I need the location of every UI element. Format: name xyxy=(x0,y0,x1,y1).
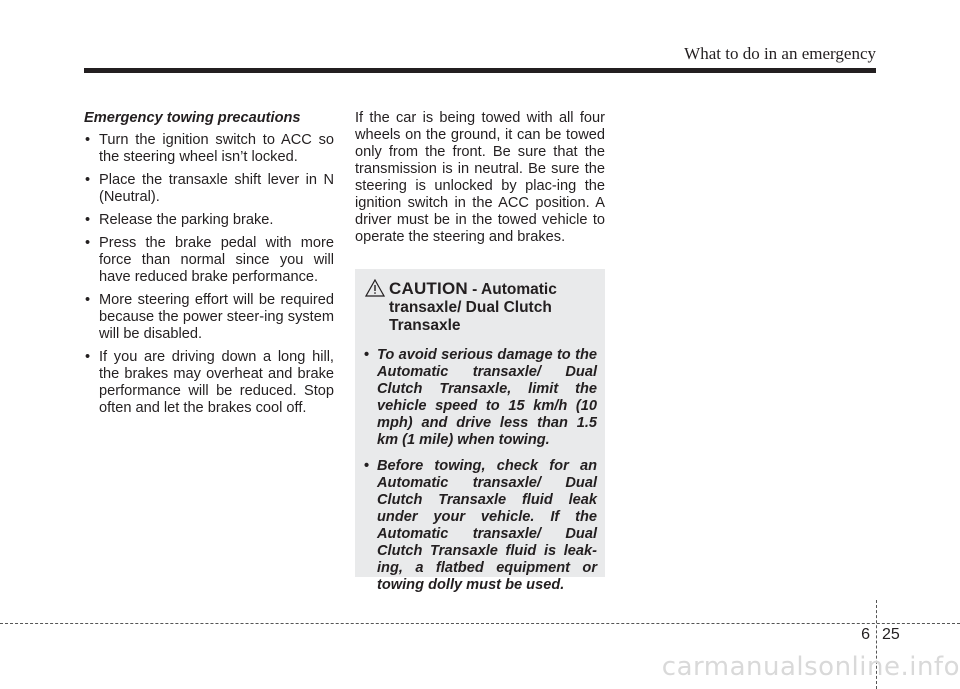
caution-subtitle: - Automatic transaxle/ Dual Clutch Transaxle xyxy=(389,281,557,334)
towing-precautions-list xyxy=(84,132,334,417)
page-number: 25 xyxy=(882,626,900,643)
caution-box xyxy=(355,269,605,593)
list-item: • Release the parking brake. xyxy=(84,212,334,229)
list-item: • To avoid serious damage to the Automatic transaxle/ Dual Clutch Transaxle, limit the vehicle speed to 15 km/h (10 mph) and drive less than 1.5 km (1 mile) when towing. xyxy=(363,347,597,449)
caution-header xyxy=(363,279,597,335)
warning-triangle-icon xyxy=(365,279,385,297)
list-item: • Place the transaxle shift lever in N (Neutral). xyxy=(84,172,334,206)
left-column xyxy=(84,110,334,423)
caution-list xyxy=(363,347,597,594)
list-item: • More steering effort will be required because the power steer-ing system will be disabled. xyxy=(84,292,334,343)
footer-rule xyxy=(0,623,960,624)
section-heading: Emergency towing precautions xyxy=(84,110,301,126)
list-item: • Press the brake pedal with more force than normal since you will have reduced brake performance. xyxy=(84,235,334,286)
towing-paragraph: If the car is being towed with all four wheels on the ground, it can be towed only from the front. Be sure that the transmission is in neutral. Be sure the steering is unlocked by plac-ing the ignition switch in the ACC position. A driver must be in the towed vehicle to operate the steering and brakes. xyxy=(355,110,605,245)
list-item: • Turn the ignition switch to ACC so the steering wheel isn’t locked. xyxy=(84,132,334,166)
header-rule xyxy=(84,68,876,73)
page-header-title: What to do in an emergency xyxy=(684,44,876,63)
chapter-number: 6 xyxy=(861,626,870,643)
list-item: • Before towing, check for an Automatic transaxle/ Dual Clutch Transaxle fluid leak under your vehicle. If the Automatic transaxle/ Dual Clutch Transaxle fluid is leak-ing, a flatbed equipment or towing dolly must be used. xyxy=(363,458,597,594)
middle-column xyxy=(355,110,605,246)
caution-word: CAUTION xyxy=(389,279,468,298)
list-item: • If you are driving down a long hill, the brakes may overheat and brake performance will be reduced. Stop often and let the brakes cool off. xyxy=(84,349,334,417)
watermark: carmanualsonline.info xyxy=(661,652,960,682)
